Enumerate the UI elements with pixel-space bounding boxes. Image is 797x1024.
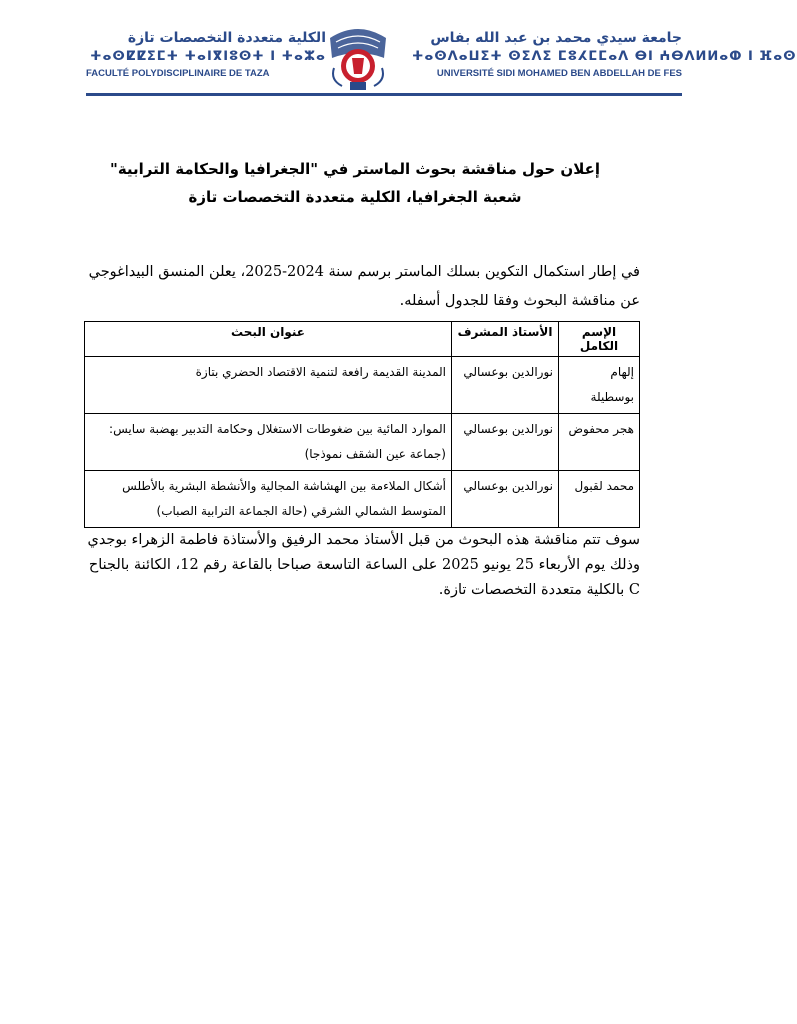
closing-paragraph: سوف تتم مناقشة هذه البحوث من قبل الأستاذ محمد الرفيق والأستاذة فاطمة الزهراء بوجدي وذلك يوم الأربعاء 25 يونيو 2025 على الساعة التاسعة صباحا بالقاعة رقم 12، الكائنة بالجناح C بالكلية متعددة التخصصات تازة. (87, 532, 640, 598)
table-header-row (85, 322, 640, 357)
intro-paragraph: في إطار استكمال التكوين بسلك الماستر برسم سنة 2024-2025، يعلن المنسق البيداغوجي عن مناقشة البحوث وفقا للجدول أسفله. (88, 264, 640, 309)
university-name-tifinagh: ⵜⴰⵙⴷⴰⵡⵉⵜ ⵙⵉⴷⵉ ⵎⵓⵃⵎⵎⴰⴷ ⴱⵏ ⵄⴱⴷⵍⵍⴰⵀ ⵏ ⴼⴰⵙ (412, 49, 797, 64)
university-name-ar: جامعة سيدي محمد بن عبد الله بفاس (430, 30, 682, 46)
student-name: هجر محفوض (559, 414, 640, 471)
announcement-subtitle: شعبة الجغرافيا، الكلية متعددة التخصصات تازة (188, 188, 522, 206)
table-row (85, 414, 640, 471)
faculty-name-tifinagh: ⵜⴰⵙⵇⵇⵉⵎⵜ ⵜⴰⵏⴳⵏⵓⵙⵜ ⵏ ⵜⴰⵣⴰ (90, 49, 326, 64)
supervisor-name: نورالدين بوعسالي (452, 471, 559, 528)
header-supervisor: الأستاذ المشرف (452, 322, 559, 357)
university-logo (326, 18, 390, 94)
faculty-block (86, 28, 326, 82)
thesis-title: أشكال الملاءمة بين الهشاشة المجالية والأنشطة البشرية بالأطلس المتوسط الشمالي الشرقي (حالة الجماعة الترابية الصباب) (85, 471, 452, 528)
table-row (85, 357, 640, 414)
header-title: عنوان البحث (85, 322, 452, 357)
faculty-name-ar: الكلية متعددة التخصصات تازة (127, 30, 326, 46)
announcement-title: إعلان حول مناقشة بحوث الماستر في "الجغرافيا والحكامة الترابية" (110, 160, 600, 178)
supervisor-name: نورالدين بوعسالي (452, 414, 559, 471)
header-divider (86, 93, 682, 96)
thesis-title: المدينة القديمة رافعة لتنمية الاقتصاد الحضري بتازة (85, 357, 452, 414)
university-block (412, 28, 797, 82)
supervisor-name: نورالدين بوعسالي (452, 357, 559, 414)
thesis-table (84, 321, 640, 528)
student-name: إلهام بوسطيلة (559, 357, 640, 414)
student-name: محمد لقبول (559, 471, 640, 528)
page-header (0, 0, 797, 100)
table-row (85, 471, 640, 528)
thesis-title: الموارد المائية بين ضغوطات الاستغلال وحكامة التدبير بهضبة سايس: (جماعة عين الشقف نموذجا) (85, 414, 452, 471)
header-name: الإسم الكامل (559, 322, 640, 357)
faculty-name-fr: FACULTÉ POLYDISCIPLINAIRE DE TAZA (86, 68, 270, 79)
university-name-fr: UNIVERSITÉ SIDI MOHAMED BEN ABDELLAH DE FES (436, 68, 682, 79)
